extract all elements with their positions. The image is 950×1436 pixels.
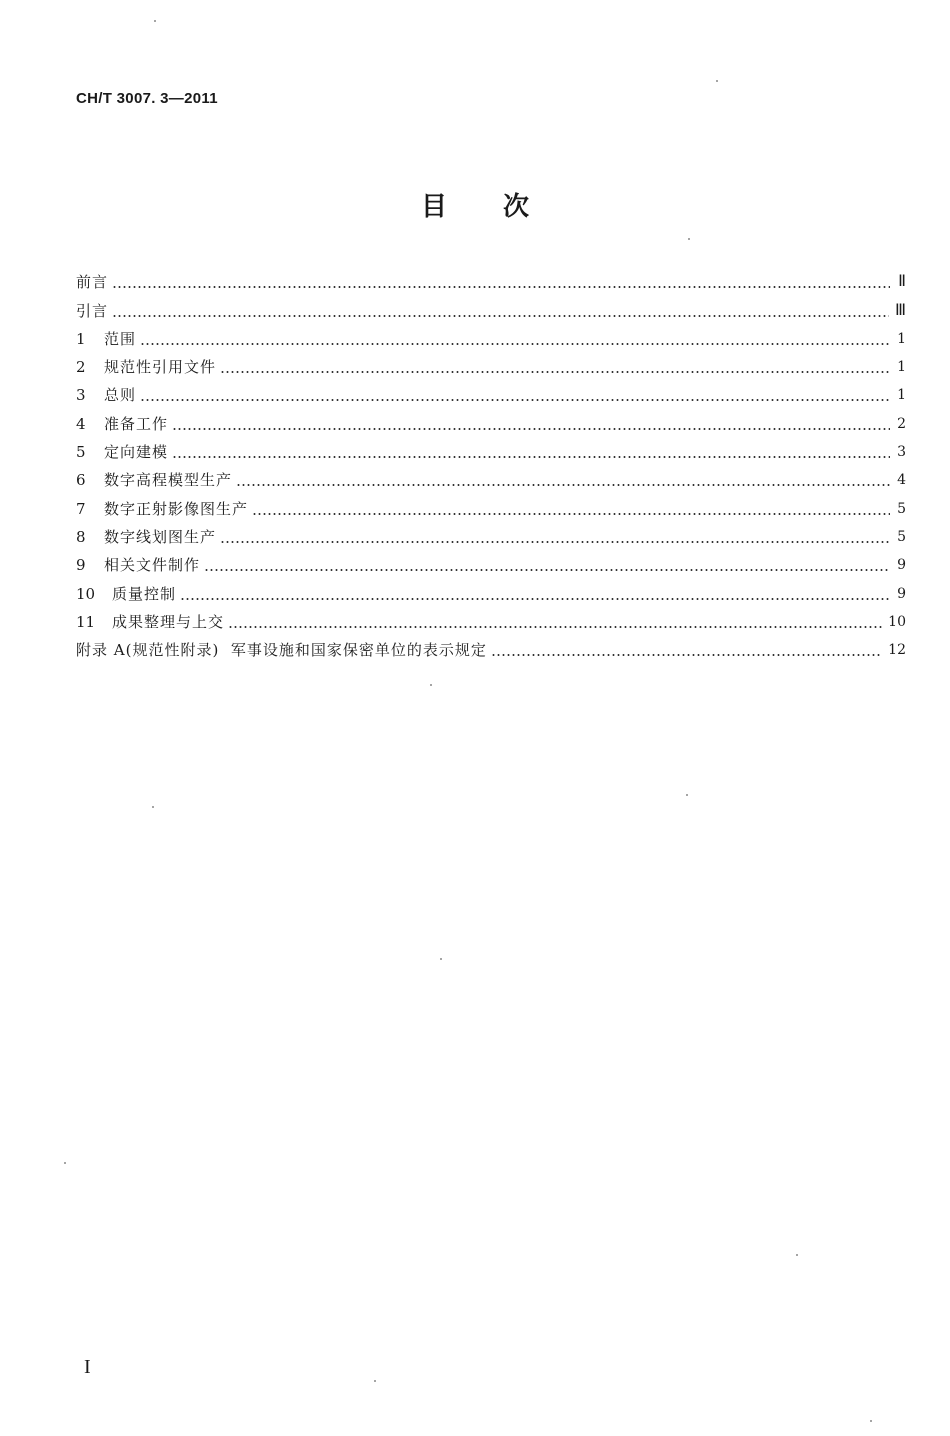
- dot-leader: [236, 484, 890, 486]
- dot-leader: [252, 513, 890, 515]
- toc-entry-page: 3: [897, 444, 906, 461]
- scan-speck: [154, 20, 156, 22]
- toc-entry-label: 数字高程模型生产: [104, 471, 233, 490]
- toc-entry-number: 7: [76, 499, 86, 518]
- toc-entry-page: 9: [897, 585, 906, 602]
- toc-entry-page: 1: [897, 359, 906, 376]
- scan-speck: [688, 238, 690, 240]
- toc-entry-page: 12: [888, 642, 906, 659]
- toc-entry-number: 10: [76, 584, 96, 603]
- toc-entry-number: 3: [76, 386, 86, 405]
- toc-entry-5[interactable]: [76, 433, 906, 461]
- toc-entry-7[interactable]: [76, 489, 906, 517]
- toc-entry-label: 准备工作: [104, 414, 169, 433]
- scan-speck: [796, 1254, 798, 1256]
- toc-entry-4[interactable]: [76, 404, 906, 432]
- toc-entry-page: Ⅲ: [894, 301, 906, 319]
- toc-entry-label: 相关文件制作: [104, 556, 201, 575]
- toc-entry-page: 10: [888, 613, 906, 630]
- toc-entry-number: 6: [76, 471, 86, 490]
- standard-code: CH/T 3007. 3—2011: [76, 90, 218, 107]
- toc-entry-number: 1: [76, 329, 86, 348]
- dot-leader: [172, 428, 890, 430]
- toc-entry-label: 范围: [104, 329, 137, 348]
- dot-leader: [140, 343, 890, 345]
- toc-entry-label: 数字正射影像图生产: [104, 499, 249, 518]
- toc-title-right: 次: [503, 192, 530, 222]
- scan-speck: [152, 806, 154, 808]
- toc-entry-page: 9: [897, 557, 906, 574]
- dot-leader: [220, 541, 890, 543]
- toc-entry-label: 规范性引用文件: [104, 358, 217, 377]
- toc-entry-page: 1: [897, 330, 906, 347]
- toc-entry-9[interactable]: [76, 546, 906, 574]
- dot-leader: [228, 626, 882, 628]
- toc-entry-page: 5: [897, 500, 906, 517]
- toc-entry-label: 定向建模: [104, 443, 169, 462]
- toc-entry-number: 8: [76, 527, 86, 546]
- toc-entry-2[interactable]: [76, 348, 906, 376]
- dot-leader: [112, 315, 889, 317]
- toc-entry-number: 11: [76, 612, 96, 631]
- toc-entry-number: 2: [76, 358, 86, 377]
- scan-speck: [64, 1162, 66, 1164]
- toc-title: [0, 186, 950, 223]
- dot-leader: [220, 371, 890, 373]
- dot-leader: [172, 456, 890, 458]
- scan-speck: [430, 684, 432, 686]
- toc-entry-introduction[interactable]: [76, 291, 906, 319]
- toc-entry-8[interactable]: [76, 518, 906, 546]
- dot-leader: [491, 654, 882, 656]
- dot-leader: [180, 598, 890, 600]
- toc-entry-3[interactable]: [76, 376, 906, 404]
- toc-entry-label: 成果整理与上交: [112, 612, 225, 631]
- toc-entry-1[interactable]: [76, 320, 906, 348]
- toc-entry-label: 总则: [104, 386, 137, 405]
- toc-entry-number: 5: [76, 443, 86, 462]
- toc-entry-number: 4: [76, 414, 86, 433]
- scan-speck: [870, 1420, 872, 1422]
- dot-leader: [140, 399, 890, 401]
- toc-entry-label: 质量控制: [112, 584, 177, 603]
- toc-entry-label: 数字线划图生产: [104, 527, 217, 546]
- toc-entry-page: Ⅱ: [898, 273, 906, 291]
- toc-entry-label: 前言: [76, 273, 109, 292]
- toc-entry-11[interactable]: [76, 603, 906, 631]
- toc-entry-label: 附录 A(规范性附录) 军事设施和国家保密单位的表示规定: [76, 641, 487, 660]
- toc-list: [76, 263, 906, 659]
- toc-entry-page: 1: [897, 387, 906, 404]
- scan-speck: [686, 794, 688, 796]
- scan-speck: [716, 80, 718, 82]
- toc-entry-page: 5: [897, 528, 906, 545]
- scan-speck: [440, 958, 442, 960]
- toc-entry-6[interactable]: [76, 461, 906, 489]
- toc-entry-page: 2: [897, 415, 906, 432]
- toc-entry-appendix-a[interactable]: [76, 631, 906, 659]
- dot-leader: [204, 569, 890, 571]
- page-number: I: [84, 1356, 91, 1378]
- toc-entry-foreword[interactable]: [76, 263, 906, 291]
- toc-title-left: 目: [420, 192, 447, 222]
- toc-entry-page: 4: [897, 472, 906, 489]
- scan-speck: [374, 1380, 376, 1382]
- toc-entry-10[interactable]: [76, 574, 906, 602]
- dot-leader: [112, 286, 890, 288]
- toc-entry-label: 引言: [76, 301, 109, 320]
- toc-entry-number: 9: [76, 556, 86, 575]
